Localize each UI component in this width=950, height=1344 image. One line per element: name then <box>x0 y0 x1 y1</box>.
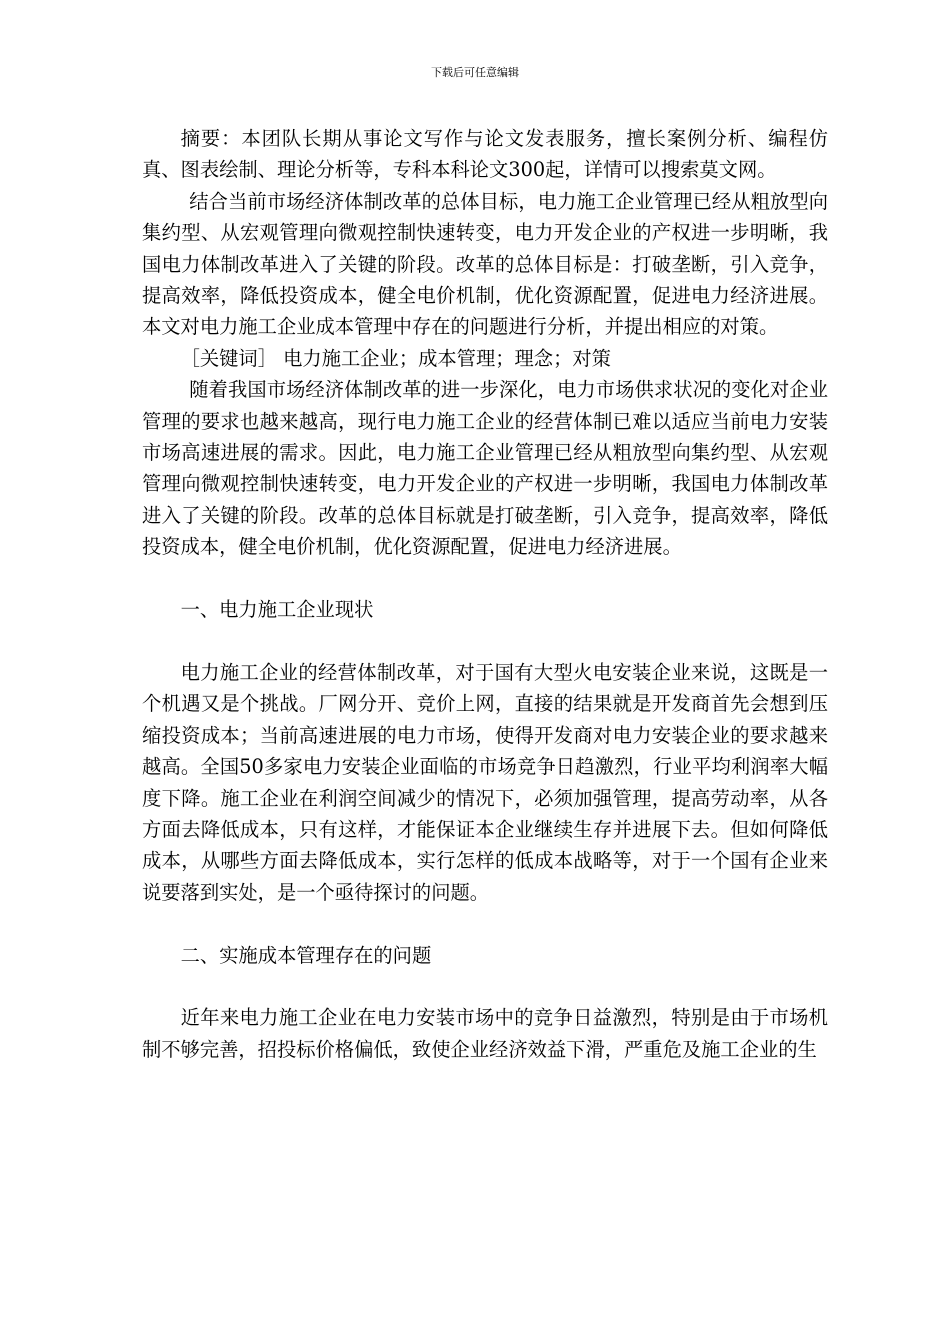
intro-paragraph: 随着我国市场经济体制改革的进一步深化，电力市场供求状况的变化对企业管理的要求也越来越高，现行电力施工企业的经营体制已难以适应当前电力安装市场高速进展的需求。因此，电力施工企业管理已经从粗放型向集约型、从宏观管理向微观控制快速转变，电力开发企业的产权进一步明晰，我国电力体制改革进入了关键的阶段。改革的总体目标就是打破垄断，引入竞争，提高效率，降低投资成本，健全电价机制，优化资源配置，促进电力经济进展。 <box>142 378 828 559</box>
spacer <box>142 563 828 594</box>
section-2-paragraph: 近年来电力施工企业在电力安装市场中的竞争日益激烈，特别是由于市场机制不够完善，招投标价格偏低，致使企业经济效益下滑，严重危及施工企业的生 <box>142 1006 828 1061</box>
spacer <box>142 908 828 939</box>
document-body <box>142 123 828 1065</box>
abstract-paragraph: 摘要：本团队长期从事论文写作与论文发表服务，擅长案例分析、编程仿真、图表绘制、理论分析等，专科本科论文300起，详情可以搜索莫文网。 <box>142 127 828 182</box>
keywords-line: ［关键词］ 电力施工企业；成本管理；理念；对策 <box>180 346 611 370</box>
section-1-paragraph: 电力施工企业的经营体制改革，对于国有大型火电安装企业来说，这既是一个机遇又是个挑战。厂网分开、竞价上网，直接的结果就是开发商首先会想到压缩投资成本；当前高速进展的电力市场，使得开发商对电力安装企业的要求越来越高。全国50多家电力安装企业面临的市场竞争日趋激烈，行业平均利润率大幅度下降。施工企业在利润空间减少的情况下，必须加强管理，提高劳动率，从各方面去降低成本，只有这样，才能保证本企业继续生存并进展下去。但如何降低成本，从哪些方面去降低成本，实行怎样的低成本战略等，对于一个国有企业来说要落到实处，是一个亟待探讨的问题。 <box>142 660 828 904</box>
summary-paragraph: 结合当前市场经济体制改革的总体目标，电力施工企业管理已经从粗放型向集约型、从宏观管理向微观控制快速转变，电力开发企业的产权进一步明晰，我国电力体制改革进入了关键的阶段。改革的总体目标是：打破垄断，引入竞争，提高效率，降低投资成本，健全电价机制，优化资源配置，促进电力经济进展。本文对电力施工企业成本管理中存在的问题进行分析，并提出相应的对策。 <box>142 189 828 339</box>
section-heading-1: 一、电力施工企业现状 <box>180 598 374 622</box>
section-heading-2: 二、实施成本管理存在的问题 <box>180 943 432 967</box>
spacer <box>142 971 828 1002</box>
spacer <box>142 625 828 656</box>
page-header: 下载后可任意编辑 <box>431 66 519 79</box>
